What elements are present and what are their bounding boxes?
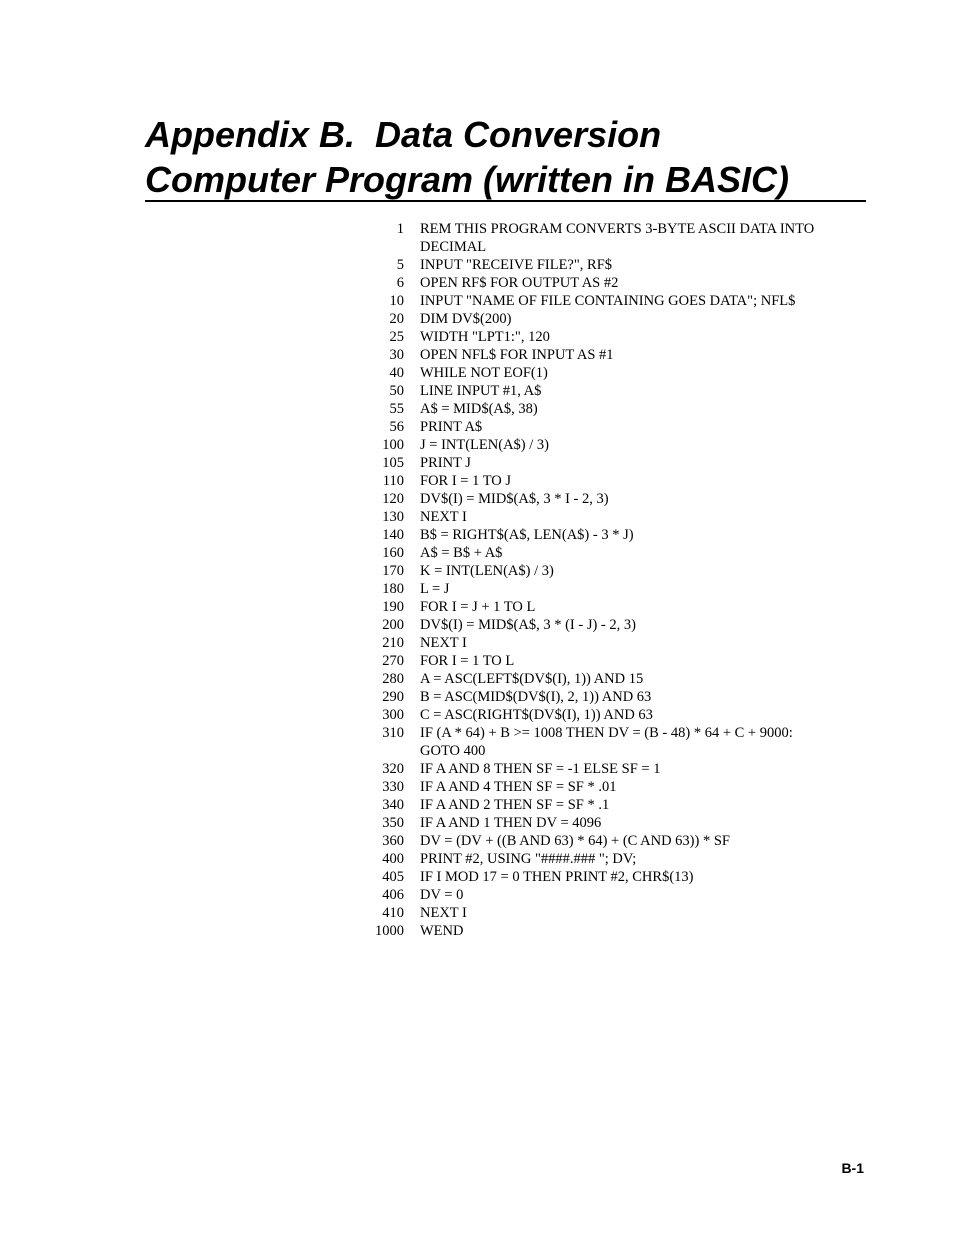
code-line	[360, 670, 860, 688]
code-text: DV = (DV + ((B AND 63) * 64) + (C AND 63)) * SF	[420, 833, 730, 849]
code-line	[360, 562, 860, 580]
code-line	[360, 490, 860, 508]
line-number: 405	[382, 869, 404, 885]
code-statement	[420, 454, 860, 472]
line-number: 290	[382, 689, 404, 705]
line-number: 30	[389, 347, 404, 363]
page-number: B-1	[841, 1160, 864, 1176]
code-statement	[420, 364, 860, 382]
code-statement	[420, 814, 860, 832]
code-line	[360, 220, 860, 256]
title-line-2: Computer Program (written in BASIC)	[145, 159, 790, 200]
code-statement	[420, 688, 860, 706]
code-statement	[420, 256, 860, 274]
code-line	[360, 760, 860, 778]
code-text: PRINT J	[420, 455, 471, 471]
code-text: GOTO 400	[420, 743, 486, 759]
line-number: 330	[382, 779, 404, 795]
code-statement	[420, 508, 860, 526]
code-text: DV$(I) = MID$(A$, 3 * I - 2, 3)	[420, 491, 609, 507]
line-number: 20	[389, 311, 404, 327]
code-text: A$ = B$ + A$	[420, 545, 503, 561]
line-number: 350	[382, 815, 404, 831]
code-statement	[420, 598, 860, 616]
code-text: DV$(I) = MID$(A$, 3 * (I - J) - 2, 3)	[420, 617, 636, 633]
line-number: 1000	[375, 923, 404, 939]
line-number: 105	[382, 455, 404, 471]
code-statement	[420, 796, 860, 814]
code-text: A$ = MID$(A$, 38)	[420, 401, 538, 417]
code-text: PRINT #2, USING "####.### "; DV;	[420, 851, 637, 867]
code-statement	[420, 832, 860, 850]
code-statement	[420, 544, 860, 562]
code-text: IF (A * 64) + B >= 1008 THEN DV = (B - 48) * 64 + C + 9000:	[420, 725, 793, 741]
line-number: 270	[382, 653, 404, 669]
code-line	[360, 724, 860, 760]
code-text: DV = 0	[420, 887, 464, 903]
code-line	[360, 544, 860, 562]
code-text: LINE INPUT #1, A$	[420, 383, 542, 399]
code-text: DECIMAL	[420, 239, 487, 255]
code-text: NEXT I	[420, 635, 467, 651]
line-number: 400	[382, 851, 404, 867]
code-text: NEXT I	[420, 905, 467, 921]
line-number: 410	[382, 905, 404, 921]
code-statement	[420, 220, 860, 256]
code-statement	[420, 346, 860, 364]
code-statement	[420, 580, 860, 598]
code-line	[360, 364, 860, 382]
code-line	[360, 580, 860, 598]
line-number: 130	[382, 509, 404, 525]
line-number: 406	[382, 887, 404, 903]
code-text: B$ = RIGHT$(A$, LEN(A$) - 3 * J)	[420, 527, 634, 543]
line-number: 25	[389, 329, 404, 345]
line-number: 10	[389, 293, 404, 309]
code-statement	[420, 634, 860, 652]
code-text: J = INT(LEN(A$) / 3)	[420, 437, 549, 453]
code-statement	[420, 886, 860, 904]
code-statement	[420, 562, 860, 580]
code-text: DIM DV$(200)	[420, 311, 512, 327]
code-line	[360, 310, 860, 328]
code-text: OPEN NFL$ FOR INPUT AS #1	[420, 347, 614, 363]
code-statement	[420, 400, 860, 418]
line-number: 1	[396, 221, 404, 237]
code-text: B = ASC(MID$(DV$(I), 2, 1)) AND 63	[420, 689, 652, 705]
line-number: 140	[382, 527, 404, 543]
code-text: WEND	[420, 923, 464, 939]
code-text: IF I MOD 17 = 0 THEN PRINT #2, CHR$(13)	[420, 869, 694, 885]
code-line	[360, 598, 860, 616]
line-number: 50	[389, 383, 404, 399]
code-statement	[420, 868, 860, 886]
code-line	[360, 850, 860, 868]
code-statement	[420, 292, 860, 310]
code-line	[360, 454, 860, 472]
code-line	[360, 274, 860, 292]
code-text: A = ASC(LEFT$(DV$(I), 1)) AND 15	[420, 671, 644, 687]
line-number: 180	[382, 581, 404, 597]
code-statement	[420, 922, 860, 940]
code-statement	[420, 760, 860, 778]
code-line	[360, 634, 860, 652]
line-number: 360	[382, 833, 404, 849]
code-line	[360, 814, 860, 832]
code-statement	[420, 778, 860, 796]
code-line	[360, 400, 860, 418]
code-text: PRINT A$	[420, 419, 483, 435]
code-line	[360, 382, 860, 400]
line-number: 110	[382, 473, 404, 489]
line-number: 340	[382, 797, 404, 813]
code-text: C = ASC(RIGHT$(DV$(I), 1)) AND 63	[420, 707, 653, 723]
code-line	[360, 472, 860, 490]
code-text: INPUT "NAME OF FILE CONTAINING GOES DATA"; NFL$	[420, 293, 796, 309]
line-number: 120	[382, 491, 404, 507]
code-line	[360, 904, 860, 922]
title-line-1: Appendix B. Data Conversion	[145, 114, 662, 155]
code-statement	[420, 850, 860, 868]
code-text: IF A AND 8 THEN SF = -1 ELSE SF = 1	[420, 761, 661, 777]
program-listing	[360, 220, 860, 940]
code-line	[360, 886, 860, 904]
code-statement	[420, 652, 860, 670]
line-number: 40	[389, 365, 404, 381]
line-number: 200	[382, 617, 404, 633]
code-text: REM THIS PROGRAM CONVERTS 3-BYTE ASCII DATA INTO	[420, 221, 815, 237]
code-line	[360, 526, 860, 544]
line-number: 160	[382, 545, 404, 561]
code-line	[360, 652, 860, 670]
page-title	[145, 112, 865, 202]
code-statement	[420, 616, 860, 634]
code-text: INPUT "RECEIVE FILE?", RF$	[420, 257, 613, 273]
title-rule	[145, 200, 866, 202]
code-line	[360, 922, 860, 940]
line-number: 210	[382, 635, 404, 651]
line-number: 170	[382, 563, 404, 579]
code-text: NEXT I	[420, 509, 467, 525]
code-line	[360, 796, 860, 814]
code-line	[360, 616, 860, 634]
line-number: 6	[396, 275, 404, 291]
code-line	[360, 256, 860, 274]
code-text: FOR I = 1 TO L	[420, 653, 515, 669]
code-statement	[420, 724, 860, 760]
code-statement	[420, 274, 860, 292]
code-line	[360, 832, 860, 850]
code-text: IF A AND 1 THEN DV = 4096	[420, 815, 602, 831]
code-statement	[420, 436, 860, 454]
code-statement	[420, 706, 860, 724]
code-statement	[420, 418, 860, 436]
code-line	[360, 292, 860, 310]
code-text: FOR I = J + 1 TO L	[420, 599, 536, 615]
line-number: 300	[382, 707, 404, 723]
line-number: 100	[382, 437, 404, 453]
code-line	[360, 418, 860, 436]
code-text: WIDTH "LPT1:", 120	[420, 329, 550, 345]
code-statement	[420, 904, 860, 922]
code-statement	[420, 526, 860, 544]
code-line	[360, 436, 860, 454]
code-text: WHILE NOT EOF(1)	[420, 365, 548, 381]
code-line	[360, 328, 860, 346]
code-line	[360, 688, 860, 706]
line-number: 5	[396, 257, 404, 273]
code-text: IF A AND 2 THEN SF = SF * .1	[420, 797, 610, 813]
code-text: FOR I = 1 TO J	[420, 473, 512, 489]
line-number: 55	[389, 401, 404, 417]
line-number: 190	[382, 599, 404, 615]
code-line	[360, 706, 860, 724]
code-text: OPEN RF$ FOR OUTPUT AS #2	[420, 275, 619, 291]
code-line	[360, 346, 860, 364]
code-statement	[420, 670, 860, 688]
line-number: 56	[389, 419, 404, 435]
code-statement	[420, 472, 860, 490]
code-line	[360, 508, 860, 526]
code-statement	[420, 490, 860, 508]
code-line	[360, 868, 860, 886]
code-text: K = INT(LEN(A$) / 3)	[420, 563, 554, 579]
line-number: 320	[382, 761, 404, 777]
line-number: 280	[382, 671, 404, 687]
code-statement	[420, 310, 860, 328]
code-text: IF A AND 4 THEN SF = SF * .01	[420, 779, 617, 795]
code-line	[360, 778, 860, 796]
code-statement	[420, 328, 860, 346]
code-statement	[420, 382, 860, 400]
code-text: L = J	[420, 581, 450, 597]
line-number: 310	[382, 725, 404, 741]
